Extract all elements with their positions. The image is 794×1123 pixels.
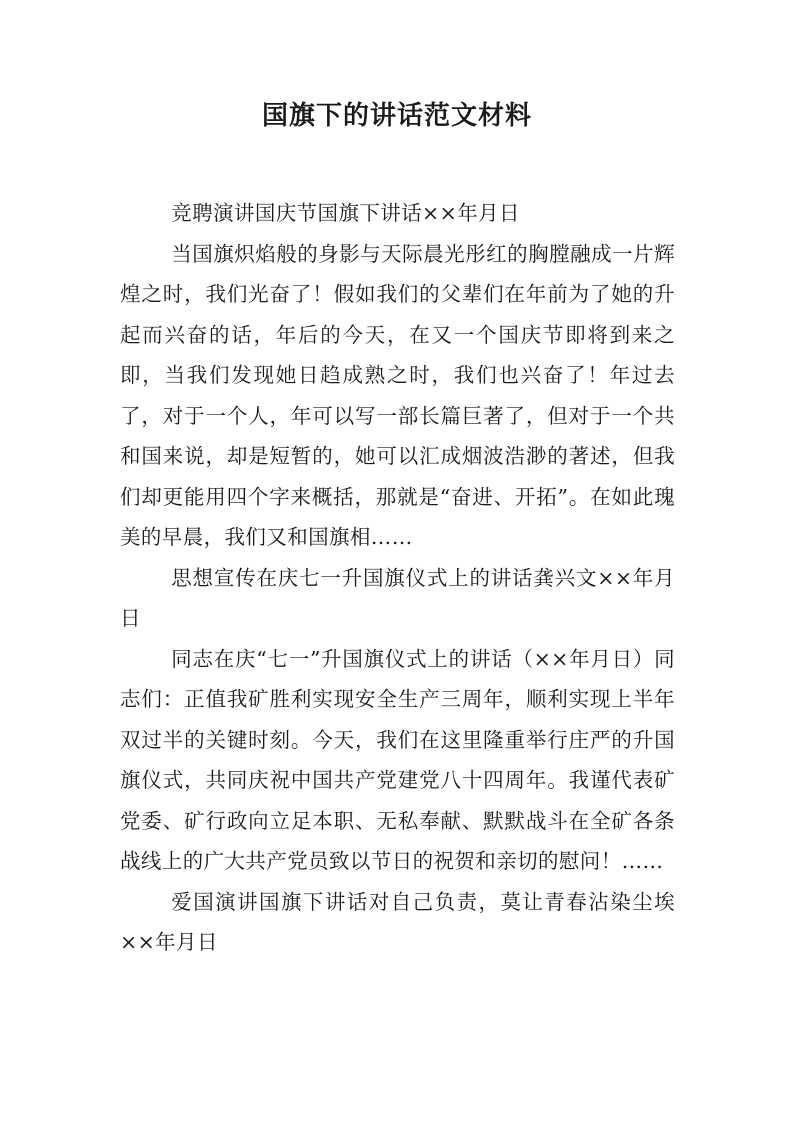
- paragraph-speech-2-body: 同志在庆“七一”升国旗仪式上的讲话（××年月日）同志们：正值我矿胜利实现安全生产三周年，顺利实现上半年双过半的关键时刻。今天，我们在这里隆重举行庄严的升国旗仪式，共同庆祝中国共产党建党八十四周年。我谨代表矿党委、矿行政向立足本职、无私奉献、默默战斗在全矿各条战线上的广大共产党员致以节日的祝贺和亲切的慰问！……: [120, 646, 675, 873]
- paragraph-speech-2-heading: 思想宣传在庆七一升国旗仪式上的讲话龚兴文××年月日: [120, 565, 675, 630]
- paragraph-speech-1-body: 当国旗炽焰般的身影与天际晨光彤红的胸膛融成一片辉煌之时，我们光奋了！假如我们的父辈们在年前为了她的升起而兴奋的话，年后的今天，在又一个国庆节即将到来之即，当我们发现她日趋成熟之时，我们也兴奋了！年过去了，对于一个人，年可以写一部长篇巨著了，但对于一个共和国来说，却是短暂的，她可以汇成烟波浩渺的著述，但我们却更能用四个字来概括，那就是“奋进、开拓”。在如此瑰美的早晨，我们又和国旗相……: [120, 241, 675, 549]
- paragraph-speech-3-heading: 爱国演讲国旗下讲话对自己负责，莫让青春沾染尘埃××年月日: [120, 889, 675, 954]
- paragraph-speech-1-heading: 竞聘演讲国庆节国旗下讲话××年月日: [171, 201, 520, 225]
- document-body: [120, 193, 675, 963]
- document-title: 国旗下的讲话范文材料: [261, 101, 532, 131]
